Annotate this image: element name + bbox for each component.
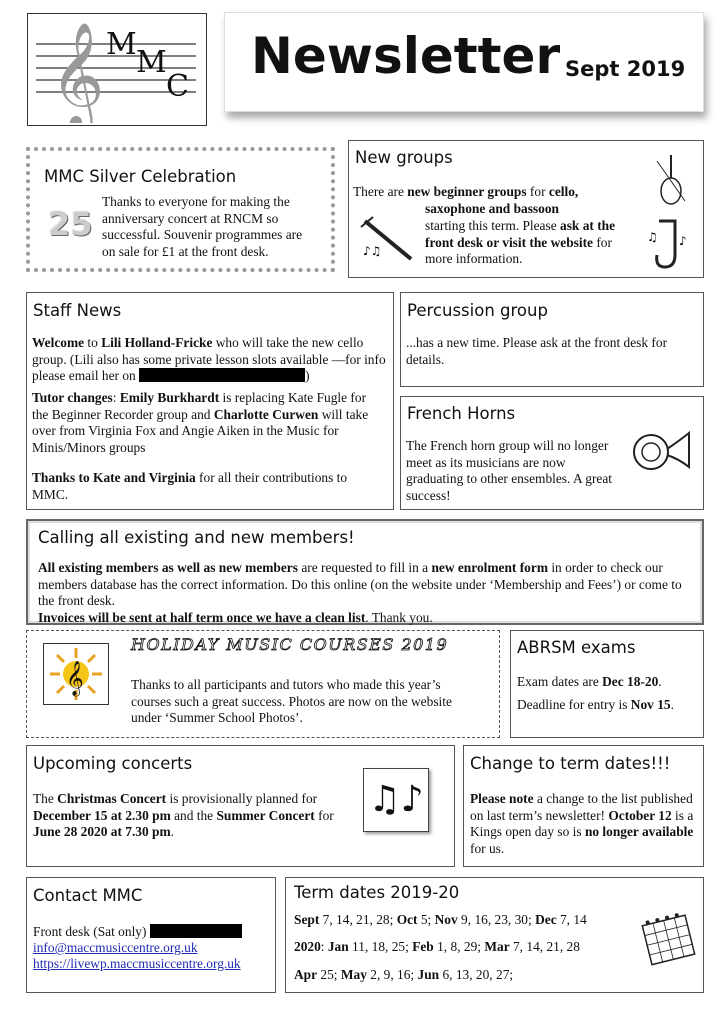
redacted-phone <box>150 924 242 938</box>
holiday-courses-box <box>26 630 500 738</box>
badge-25-icon: 25 <box>48 205 93 243</box>
percussion-title: Percussion group <box>407 301 548 320</box>
new-groups-line1: There are new beginner groups for cello, <box>353 184 579 199</box>
calling-body: All existing members as well as new members are requested to fill in a new enrolment form in order to check our members database has the correct information. Do this online (on the website under ‘Membership and Fees’) or come to the front desk. Invoices will be sent at half term once we have a clean list. Thank you. <box>38 560 682 625</box>
holiday-text: Thanks to all participants and tutors who made this year’s courses such a great success. Photos are now on the website under ‘Summer School Photos’. <box>131 677 452 725</box>
svg-text:M: M <box>136 45 167 80</box>
calling-title: Calling all existing and new members! <box>38 528 355 547</box>
abrsm-exam-dates: Exam dates are Dec 18-20. <box>517 674 662 689</box>
abrsm-deadline: Deadline for entry is Nov 15. <box>517 697 674 712</box>
term-dates-row-2: 2020: Jan 11, 18, 25; Feb 1, 8, 29; Mar 7, 14, 21, 28 <box>294 939 580 954</box>
logo-box <box>27 13 207 126</box>
percussion-box <box>400 292 704 387</box>
concerts-title: Upcoming concerts <box>33 754 193 773</box>
silver-text: Thanks to everyone for making the anniversary concert at RNCM so successful. Souvenir programmes are on sale for £1 at the front desk. <box>102 194 303 259</box>
calendar-icon <box>638 908 698 968</box>
percussion-text: ...has a new time. Please ask at the front desk for details. <box>406 335 668 367</box>
new-groups-box <box>348 140 704 278</box>
term-change-title: Change to term dates!!! <box>470 754 671 773</box>
term-change-text: Please note a change to the list published on last term’s newsletter! October 12 is a Kings open day so is no longer available for us. <box>470 791 694 856</box>
contact-front-desk: Front desk (Sat only) <box>33 924 273 941</box>
french-horn-icon <box>627 427 693 477</box>
sun-clef-icon <box>43 643 109 705</box>
newsletter-title: Newsletter <box>251 27 561 85</box>
staff-tutor-changes: Tutor changes: Emily Burkhardt is replacing Kate Fugle for the Beginner Recorder group and Charlotte Curwen will take over from Virginia Fox and Angie Aiken in the Music for Minis/Minors groups <box>32 390 369 455</box>
term-dates-row-3: Apr 25; May 2, 9, 16; Jun 6, 13, 20, 27; <box>294 967 514 982</box>
violin-icon <box>653 151 689 209</box>
term-dates-title: Term dates 2019-20 <box>294 883 460 902</box>
new-groups-body: starting this term. Please ask at the front desk or visit the website for more information. <box>425 218 616 266</box>
term-change-box <box>463 745 704 867</box>
saxophone-icon <box>645 215 697 275</box>
french-horns-box <box>400 396 704 510</box>
french-horns-text: The French horn group will no longer meet as its musicians are now graduating to other ensembles. A great success! <box>406 438 613 503</box>
holiday-title: HOLIDAY MUSIC COURSES 2019 <box>131 635 449 654</box>
french-horns-title: French Horns <box>407 404 516 423</box>
abrsm-title: ABRSM exams <box>517 638 636 657</box>
new-groups-title: New groups <box>355 148 453 167</box>
newsletter-date: Sept 2019 <box>565 57 686 81</box>
redacted-email <box>139 368 305 382</box>
music-notes-icon: ♫♪ <box>363 768 429 832</box>
contact-box <box>26 877 276 993</box>
svg-text:♪: ♪ <box>679 234 687 248</box>
bassoon-icon <box>359 211 417 269</box>
silver-celebration-box <box>26 147 335 272</box>
calling-members-box <box>26 519 704 625</box>
term-dates-box <box>285 877 704 993</box>
svg-text:M: M <box>106 27 137 62</box>
svg-text:♫: ♫ <box>647 230 658 244</box>
concerts-text: The Christmas Concert is provisionally planned for December 15 at 2.30 pm and the Summer Concert for June 28 2020 at 7.30 pm. <box>33 791 334 839</box>
header-banner <box>224 12 704 112</box>
contact-title: Contact MMC <box>33 886 143 905</box>
svg-text:𝄞: 𝄞 <box>50 21 105 123</box>
staff-thanks: Thanks to Kate and Virginia for all their contributions to MMC. <box>32 470 348 502</box>
contact-email-line <box>33 940 198 957</box>
svg-text:𝄞: 𝄞 <box>66 661 84 696</box>
new-groups-line2: saxophone and bassoon <box>425 201 559 216</box>
staff-welcome: Welcome to Lili Holland-Fricke who will take the new cello group. (Lili also has some private lesson slots available —for info please email her on ) <box>32 335 386 383</box>
contact-url-line <box>33 956 241 973</box>
silver-title: MMC Silver Celebration <box>44 167 237 186</box>
term-dates-row-1: Sept 7, 14, 21, 28; Oct 5; Nov 9, 16, 23, 30; Dec 7, 14 <box>294 912 587 927</box>
mmc-logo-icon <box>28 14 204 123</box>
staff-news-box <box>26 292 394 510</box>
abrsm-box <box>510 630 704 738</box>
svg-text:♪♫: ♪♫ <box>363 244 382 258</box>
contact-website-link[interactable]: https://livewp.maccmusiccentre.org.uk <box>33 956 241 971</box>
staff-news-title: Staff News <box>33 301 122 320</box>
svg-text:C: C <box>166 69 189 104</box>
upcoming-concerts-box <box>26 745 455 867</box>
contact-email-link[interactable]: info@maccmusiccentre.org.uk <box>33 940 198 955</box>
